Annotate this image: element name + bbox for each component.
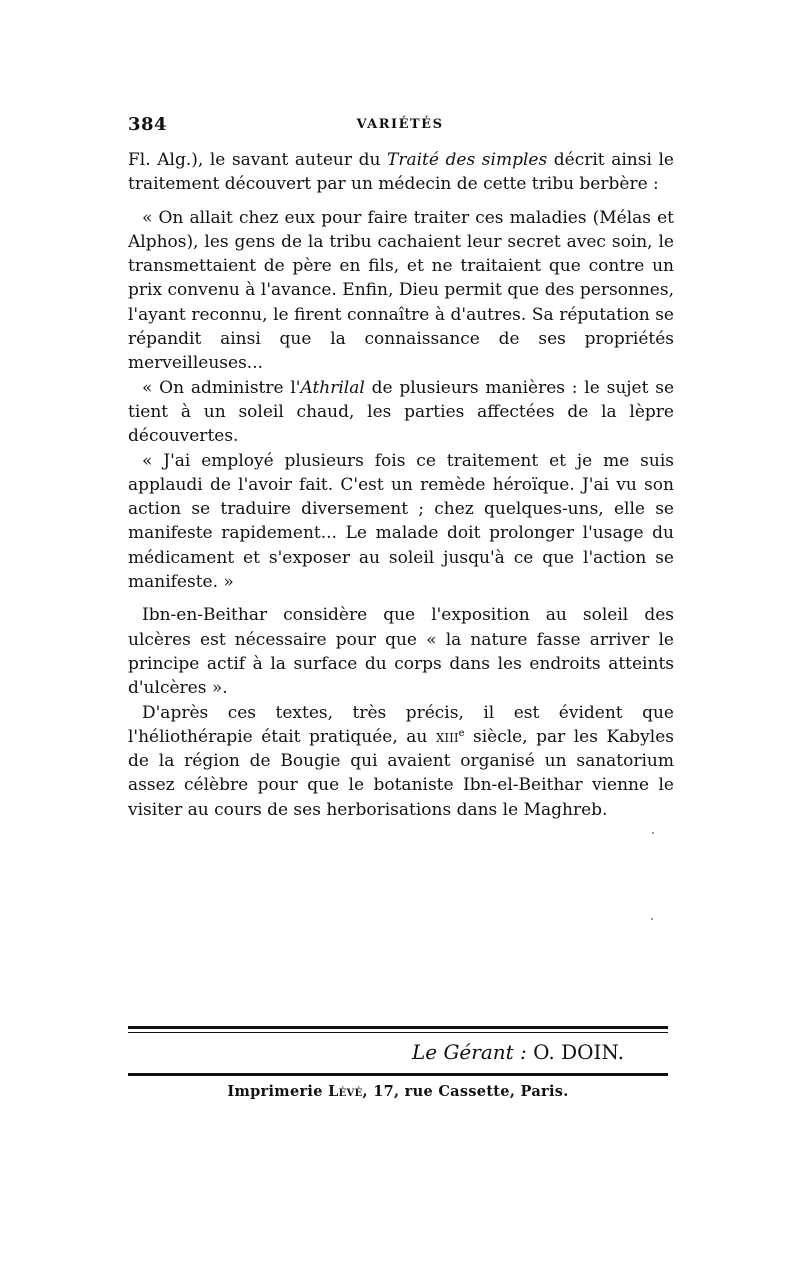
print-speck [651,918,653,920]
printer-imprint [128,1083,668,1100]
page-number: 384 [128,114,168,135]
paragraph-conclusion-text-a: D'après ces textes, très précis, il est évident que l'héliothérapie était pratiquée, au [128,702,674,747]
body-text [128,148,674,822]
paragraph-conclusion [128,701,674,822]
gerant-line [412,1040,624,1064]
imprint-text-b: , 17, rue Cassette, Paris. [362,1083,569,1100]
quote-paragraph-2 [128,376,674,449]
remedy-name: Athrilal [300,377,365,398]
paragraph-intro-text-b: décrit ainsi le traitement découvert par un médecin de cette tribu berbère : [128,150,674,195]
quote-paragraph-2-text-b: de plusieurs manières : le sujet se tient à un soleil chaud, les parties affectées de la lèpre découvertes. [128,377,674,447]
paragraph-ibn-beithar: Ibn-en-Beithar considère que l'exposition au soleil des ulcères est nécessaire pour que « la nature fasse arriver le principe actif à la surface du corps dans les endroits atteints d'ulcères ». [128,605,674,699]
century-superscript: e [458,727,465,739]
quote-paragraph-3: « J'ai employé plusieurs fois ce traitement et je me suis applaudi de l'avoir fait. C'est un remède héroïque. J'ai vu son action se traduire diversement ; chez quelques-uns, elle se manifeste rapidement... Le malade doit prolonger l'usage du médicament et s'exposer au soleil jusqu'à ce que l'action se manifeste. » [128,450,674,593]
print-speck [652,832,654,834]
quote-paragraph-1: « On allait chez eux pour faire traiter ces maladies (Mélas et Alphos), les gens de la tribu cachaient leur secret avec soin, le transmettaient de père en fils, et ne traitaient que contre un prix convenu à l'avance. Enfin, Dieu permit que des personnes, l'ayant reconnu, le firent connaître à d'autres. Sa réputation se répandit ainsi que la connaissance de ses propriétés merveilleuses... [128,207,674,374]
gerant-name: O. DOIN. [526,1040,624,1064]
paragraph-conclusion-text-b: siècle, par les Kabyles de la région de Bougie qui avaient organisé un sanatorium assez célèbre pour que le botaniste Ibn-el-Beithar vienne le visiter au cours de ses herborisations dans le Maghreb. [128,726,674,820]
running-title: VARIÉTÉS [356,117,444,132]
paragraph-intro-text-a: Fl. Alg.), le savant auteur du [128,150,387,170]
century-numeral: xiii [435,726,459,747]
quote-paragraph-2-text-a: « On administre l' [142,377,301,398]
gerant-label: Le Gérant : [411,1040,527,1064]
imprint-text-a: Imprimerie [227,1083,329,1100]
page-header [128,114,672,140]
footer-rule-thick [128,1026,668,1029]
footer-rule-thin [128,1032,668,1033]
book-title: Traité des simples [387,150,548,170]
footer-rule-bottom [128,1073,668,1076]
paragraph-intro [128,148,674,197]
printer-name: Lévé [328,1083,363,1100]
